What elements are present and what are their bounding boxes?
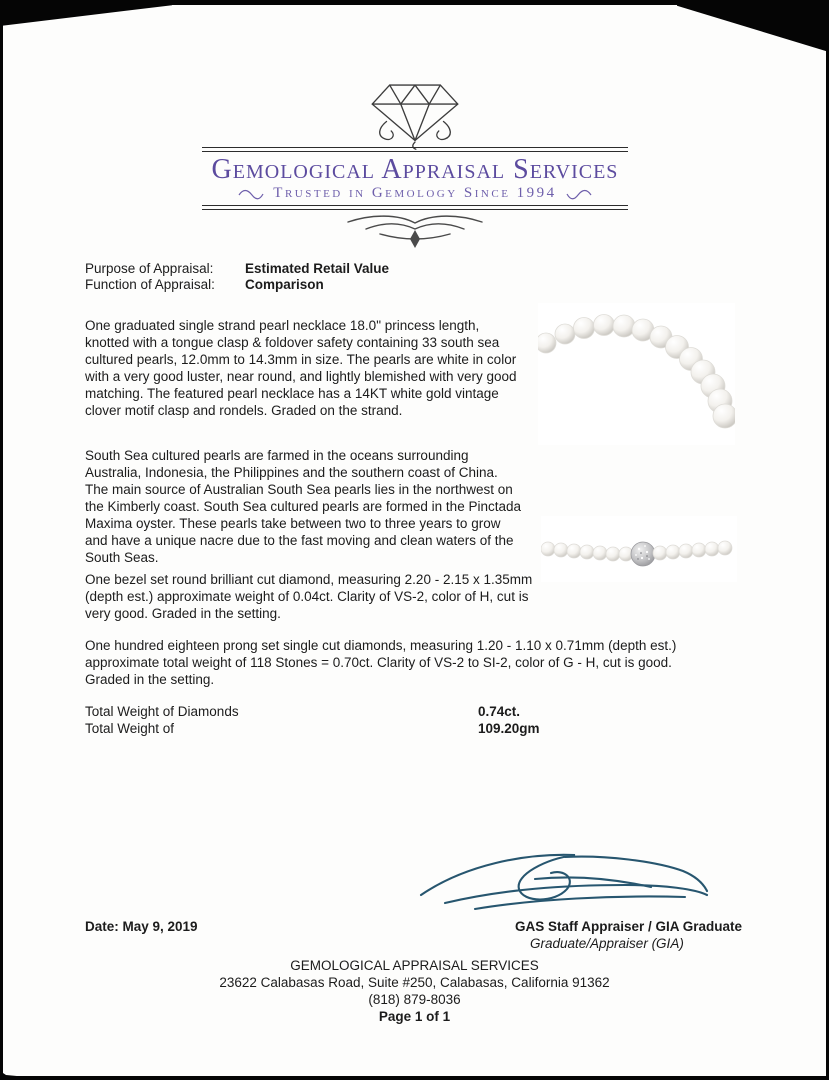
letterhead <box>202 147 628 261</box>
header-divider-top <box>202 147 628 152</box>
scan-border-left <box>0 0 3 1080</box>
footer-address: 23622 Calabasas Road, Suite #250, Calabasas, California 91362 <box>219 975 610 990</box>
tagline-flourish-right-icon <box>565 188 593 200</box>
scan-border-bottom <box>0 1076 829 1080</box>
purpose-of-appraisal-value: Estimated Retail Value <box>245 261 390 276</box>
purpose-of-appraisal-label: Purpose of Appraisal: <box>85 261 214 276</box>
footer-page-number: Page 1 of 1 <box>378 1009 451 1024</box>
appraiser-signature <box>415 845 715 920</box>
total-weight-value: 109.20gm <box>478 721 540 736</box>
total-weight-diamonds-value: 0.74ct. <box>478 704 521 719</box>
description-paragraph-4: One hundred eighteen prong set single cut diamonds, measuring 1.20 - 1.10 x 0.71mm (depth est.) approximate total weight of 118 Stones = 0.70ct. Clarity of VS-2 to SI-2, color of G - H, cut is good. Graded in the setting. <box>85 638 677 687</box>
company-tagline: Trusted in Gemology Since 1994 <box>273 185 557 202</box>
footer-company: GEMOLOGICAL APPRAISAL SERVICES <box>290 958 539 973</box>
appraiser-title: GAS Staff Appraiser / GIA Graduate <box>515 919 743 934</box>
header-divider-bottom <box>202 205 628 210</box>
scan-corner-top-left <box>0 0 172 26</box>
total-weight-diamonds-label: Total Weight of Diamonds <box>85 704 239 719</box>
description-paragraph-1: One graduated single strand pearl necklace 18.0" princess length, knotted with a tongue clasp & foldover safety containing 33 south sea cultured pearls, 12.0mm to 14.3mm in size. The pearls are white in color with a very good luster, near round, and lightly blemished with very good matching. The featured pearl necklace has a 14KT white gold vintage clover motif clasp and rondels. Graded on the strand. <box>85 318 517 418</box>
tagline-flourish-left-icon <box>237 188 265 200</box>
necklace-photo-clasp <box>541 516 737 582</box>
appraiser-credential: Graduate/Appraiser (GIA) <box>530 936 684 951</box>
necklace-photo-strand <box>538 303 735 445</box>
function-of-appraisal-label: Function of Appraisal: <box>85 277 215 292</box>
flourish-ornament-icon <box>340 212 490 256</box>
footer-phone: (818) 879-8036 <box>368 992 461 1007</box>
description-paragraph-2: South Sea cultured pearls are farmed in the oceans surrounding Australia, Indonesia, the Philippines and the southern coast of China. The main source of Australian South Sea pearls lies in the northwest on the Kimberly coast. South Sea cultured pearls are formed in the Pinctada Maxima oyster. These pearls take between two to three years to grow and have a unique nacre due to the fast moving and clean waters of the South Seas. <box>85 448 521 565</box>
diamond-logo-icon <box>351 74 479 150</box>
description-paragraph-3: One bezel set round brilliant cut diamond, measuring 2.20 - 2.15 x 1.35mm (depth est.) approximate weight of 0.04ct. Clarity of VS-2, color of H, cut is very good. Graded in the setting. <box>85 572 533 621</box>
company-title: Gemological Appraisal Services <box>211 154 619 185</box>
total-weight-label: Total Weight of <box>85 721 175 736</box>
function-of-appraisal-value: Comparison <box>245 277 324 292</box>
scan-corner-top-right <box>677 0 829 52</box>
date-line: Date: May 9, 2019 <box>85 919 198 934</box>
